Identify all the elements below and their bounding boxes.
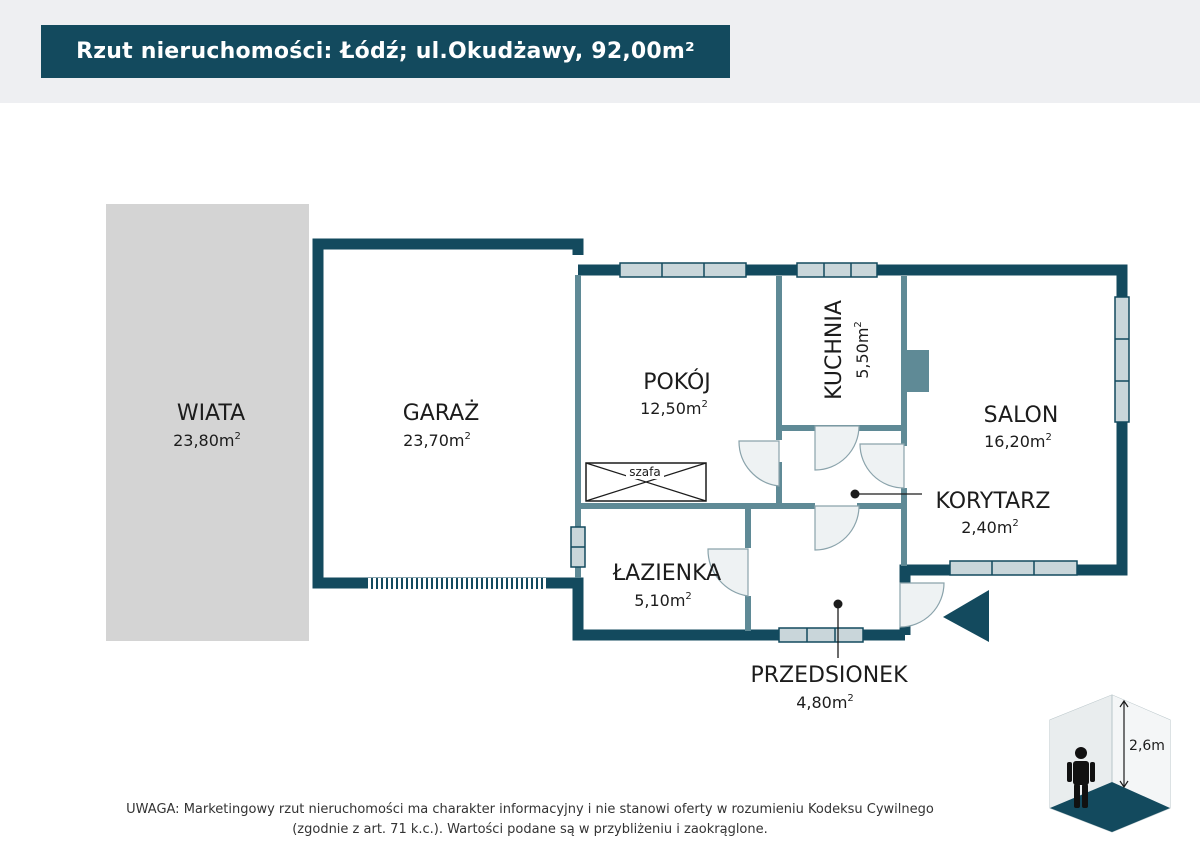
window-przedsionek — [779, 628, 863, 642]
window-kuchnia — [797, 263, 877, 277]
room-name-pokoj: POKÓJ — [643, 370, 711, 395]
window-salon-south — [950, 561, 1077, 575]
window-pokoj — [620, 263, 746, 277]
room-name-korytarz: KORYTARZ — [935, 489, 1051, 514]
chimney — [906, 350, 929, 392]
room-area-korytarz: $2,40m^2$ — [961, 518, 1019, 537]
disclaimer-line-1: UWAGA: Marketingowy rzut nieruchomości ma charakter informacyjny i nie stanowi oferty w rozumieniu Kodeksu Cywilnego — [126, 802, 934, 817]
disclaimer — [60, 800, 1000, 840]
room-area-garaz: $23,70m^2$ — [403, 431, 471, 450]
korytarz-marker — [851, 490, 860, 499]
room-name-lazienka: ŁAZIENKA — [612, 561, 722, 586]
ceiling-height-label: 2,6m — [1129, 738, 1165, 754]
wardrobe-label: szafa — [629, 465, 661, 479]
room-name-wiata: WIATA — [176, 401, 246, 426]
disclaimer-line-2: (zgodnie z art. 71 k.c.). Wartości podane są w przybliżeniu i zaokrąglone. — [292, 822, 768, 837]
room-area-salon: $16,20m^2$ — [984, 432, 1052, 451]
room-area-wiata: $23,80m^2$ — [173, 431, 241, 450]
room-name-salon: SALON — [983, 403, 1059, 428]
room-name-przedsionek: PRZEDSIONEK — [750, 663, 908, 688]
window-salon-east — [1115, 297, 1129, 422]
room-area-przedsionek: $4,80m^2$ — [796, 693, 854, 712]
wardrobe — [586, 463, 706, 501]
room-area-lazienka: $5,10m^2$ — [634, 591, 692, 610]
room-name-garaz: GARAŻ — [402, 401, 480, 426]
room-area-kuchnia: $5,50m^2$ — [853, 321, 872, 379]
room-name-kuchnia: KUCHNIA — [822, 300, 847, 400]
ceiling-height-icon — [1050, 695, 1170, 832]
page-title: Rzut nieruchomości: Łódź; ul.Okudżawy, 92,00m² — [76, 39, 695, 64]
przedsionek-marker — [834, 600, 843, 609]
room-area-pokoj: $12,50m^2$ — [640, 399, 708, 418]
